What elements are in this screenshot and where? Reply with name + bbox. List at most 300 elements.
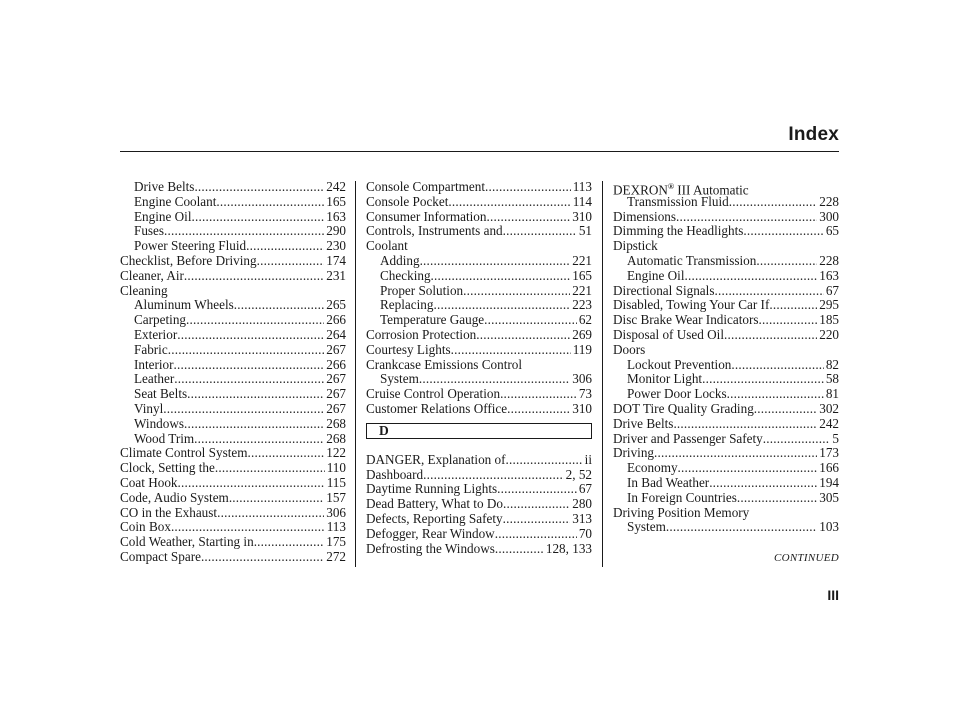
dot-leader [433,298,570,313]
index-entry [366,542,592,557]
dot-leader [727,387,824,402]
dot-leader [685,269,818,284]
page-reference: 128, 133 [545,540,592,556]
page-reference: 174 [326,252,346,268]
entry-term-text: Console Compartment [366,179,486,194]
page-reference: 267 [326,341,346,357]
index-column-1 [120,180,346,565]
dot-leader [759,313,818,328]
entry-term-text: Aluminum Wheels [134,297,234,313]
page-reference: 65 [825,223,839,239]
entry-term [134,180,194,195]
entry-term-text: Engine Oil [627,267,685,283]
entry-term [366,387,500,402]
dot-leader [431,269,571,284]
entry-term [613,343,645,358]
dot-leader [678,461,818,476]
index-entry [613,417,839,432]
entry-term [134,224,164,239]
entry-term-text: Courtesy Lights [366,341,451,357]
entry-term [366,180,485,195]
entry-term [120,491,229,506]
page-reference: 62 [578,312,592,328]
entry-term-text: In Bad Weather [627,474,710,490]
page-reference: 5 [832,430,839,446]
entry-term [134,417,184,432]
entry-term [613,446,654,461]
entry-term-text: Dead Battery, What to Do [366,496,503,512]
dot-leader [194,180,324,195]
header-rule [120,151,839,152]
entry-term [120,476,178,491]
entry-term-text: Disposal of Used Oil [613,326,724,342]
entry-term [134,239,246,254]
entry-term [120,254,257,269]
entry-term-text: Crankcase Emissions Control [366,356,523,372]
dot-leader [187,387,324,402]
index-entry [120,343,346,358]
index-entry [366,284,592,299]
index-entry [613,506,839,521]
dot-leader [495,527,577,542]
entry-term [366,468,423,483]
page-reference: 82 [825,356,839,372]
dot-leader [729,195,817,210]
entry-term-text: Dashboard [366,466,424,482]
page-reference: 103 [819,519,839,535]
page-reference: 228 [819,193,839,209]
entry-term [613,417,673,432]
entry-term [627,461,678,476]
dot-leader [164,224,324,239]
index-entry [120,432,346,447]
entry-term-text: Vinyl [134,400,164,416]
entry-term-text: Driver and Passenger Safety [613,430,763,446]
page-reference: 67 [578,481,592,497]
dot-leader [186,313,324,328]
column-divider [602,181,603,567]
entry-term-text: Directional Signals [613,282,715,298]
entry-term [120,269,184,284]
page-reference: 166 [819,460,839,476]
dot-leader [174,358,325,373]
entry-term-text: Power Door Locks [627,386,727,402]
entry-term-text: Drive Belts [613,415,674,431]
entry-term-text: Economy [627,460,678,476]
page-reference: 290 [326,223,346,239]
dot-leader [737,491,817,506]
column-divider [355,181,356,567]
entry-term [613,506,749,521]
dot-leader [500,387,577,402]
entry-term-text: DOT Tire Quality Grading [613,400,754,416]
entry-term [366,343,451,358]
entry-term [134,343,168,358]
index-entry [120,387,346,402]
dot-leader [506,453,583,468]
entry-term-text: Seat Belts [134,386,188,402]
entry-term-text: Console Pocket [366,193,449,209]
entry-term [627,195,729,210]
entry-term-text: CO in the Exhaust [120,504,218,520]
entry-term-text: Windows [134,415,185,431]
entry-term [613,402,754,417]
entry-term-text: Consumer Information [366,208,487,224]
index-entry [120,195,346,210]
index-entry [120,506,346,521]
index-entry [613,254,839,269]
entry-term-text: In Foreign Countries [627,489,737,505]
entry-term [613,328,724,343]
entry-term-text: Checklist, Before Driving [120,252,257,268]
entry-term-text: Power Steering Fluid [134,238,247,254]
entry-term [134,387,187,402]
dot-leader [654,446,817,461]
page-reference: 2, 52 [565,466,592,482]
dot-leader [503,224,577,239]
entry-term-text: System [380,371,419,387]
index-column-3 [613,180,839,535]
page-reference: 242 [819,415,839,431]
dot-leader [769,298,817,313]
entry-term [134,195,216,210]
entry-term [120,535,254,550]
page-reference: 114 [572,193,592,209]
index-entry [120,476,346,491]
index-entry [613,372,839,387]
page-reference: 173 [819,445,839,461]
entry-term [366,402,507,417]
page-reference: 267 [326,400,346,416]
entry-term-text: Cruise Control Operation [366,386,501,402]
entry-term [366,453,506,468]
page-reference: 185 [819,312,839,328]
dot-leader [463,284,570,299]
page-reference: 51 [578,223,592,239]
dot-leader [216,195,324,210]
index-entry [120,358,346,373]
entry-term-text: System [627,519,666,535]
dot-leader [201,550,324,565]
entry-term [366,195,448,210]
index-entry [120,491,346,506]
page-reference: 265 [326,297,346,313]
dot-leader [178,476,325,491]
entry-term [134,328,177,343]
section-letter: D [366,423,592,439]
page-reference: 264 [326,326,346,342]
entry-term [627,520,666,535]
index-entry [120,417,346,432]
entry-term [627,358,731,373]
index-entry [366,358,592,373]
page-reference: 223 [572,297,592,313]
index-entry [613,343,839,358]
index-entry [613,239,839,254]
page-reference: 310 [572,208,592,224]
page-number: III [827,587,839,603]
index-entry [366,269,592,284]
entry-term [134,402,163,417]
entry-term-text: Defogger, Rear Window [366,525,495,541]
index-entry [366,343,592,358]
entry-term-text: Adding [380,252,420,268]
entry-term [134,432,194,447]
page-reference: 267 [326,371,346,387]
dot-leader [743,224,823,239]
index-entry [613,328,839,343]
entry-term-text: III Automatic [673,182,749,198]
index-entry [366,195,592,210]
index-entry [613,491,839,506]
dot-leader [495,542,544,557]
page-reference: 122 [326,445,346,461]
entry-term-text: Coat Hook [120,474,178,490]
dot-leader [487,210,571,225]
index-entry [366,210,592,225]
dot-leader [254,535,325,550]
dot-leader [163,402,324,417]
entry-term [366,210,487,225]
index-entry [366,372,592,387]
page-reference: 221 [572,282,592,298]
entry-term [366,542,495,557]
entry-term [380,372,419,387]
index-entry [366,527,592,542]
dot-leader [451,343,571,358]
index-entry [120,254,346,269]
dot-leader [702,372,824,387]
index-entry [366,468,592,483]
dot-leader [184,269,324,284]
entry-term-text: Temperature Gauge [380,312,485,328]
entry-term [120,461,215,476]
index-entry [120,550,346,565]
page-reference: ii [584,451,592,467]
index-entry [120,284,346,299]
page-reference: 272 [326,548,346,564]
page-reference: 242 [326,179,346,194]
page-reference: 280 [572,496,592,512]
index-entry [613,476,839,491]
index-entry [120,461,346,476]
index-entry [613,269,839,284]
page-reference: 73 [578,386,592,402]
dot-leader [423,468,563,483]
entry-term [627,269,685,284]
entry-term-text: Defrosting the Windows [366,540,495,556]
entry-term-text: Dimensions [613,208,677,224]
page-reference: 269 [572,326,592,342]
index-entry [613,461,839,476]
index-entry [120,535,346,550]
entry-term-text: Proper Solution [380,282,464,298]
index-column-2 [366,180,592,556]
entry-term-text: Exterior [134,326,178,342]
dot-leader [246,239,324,254]
dot-leader [234,298,324,313]
index-entry [366,313,592,328]
dot-leader [217,506,324,521]
index-entry [613,520,839,535]
entry-term-text: Defects, Reporting Safety [366,510,503,526]
index-entry [613,387,839,402]
index-entry [613,402,839,417]
entry-term-text: Daytime Running Lights [366,481,498,497]
entry-term [613,210,676,225]
index-entry [366,239,592,254]
dot-leader [229,491,324,506]
index-entry [120,224,346,239]
entry-term [120,446,247,461]
page-reference: 306 [326,504,346,520]
entry-term-text: Leather [134,371,175,387]
entry-term [380,298,433,313]
page-reference: 266 [326,356,346,372]
page-reference: 228 [819,252,839,268]
index-entry [120,210,346,225]
page-reference: 306 [572,371,592,387]
dot-leader [763,432,831,447]
entry-term-text: Corrosion Protection [366,326,477,342]
dot-leader [184,417,324,432]
page-reference: 58 [825,371,839,387]
page-reference: 266 [326,312,346,328]
index-entry [366,402,592,417]
page-reference: 220 [819,326,839,342]
page-reference: 81 [825,386,839,402]
page-reference: 67 [825,282,839,298]
entry-term-text: Code, Audio System [120,489,229,505]
entry-term-text: Climate Control System [120,445,248,461]
index-entry [366,497,592,512]
dot-leader [756,254,817,269]
page-reference: 119 [572,341,592,357]
dot-leader [171,520,325,535]
page-title: Index [788,124,839,145]
index-entry [613,358,839,373]
dot-leader [194,432,324,447]
entry-term-text: Monitor Light [627,371,703,387]
index-entry [120,520,346,535]
entry-term-text: Drive Belts [134,179,195,194]
dot-leader [497,482,577,497]
entry-term [134,358,174,373]
entry-term [613,239,658,254]
dot-leader [754,402,817,417]
page-reference: 310 [572,400,592,416]
entry-term-text: Clock, Setting the [120,460,215,476]
dot-leader [257,254,325,269]
page-reference: 113 [326,519,346,535]
entry-term [120,520,171,535]
dot-leader [503,512,571,527]
entry-term [366,358,522,373]
entry-term-text: Checking [380,267,431,283]
entry-term-text: Cold Weather, Starting in [120,534,254,550]
entry-term-text: Transmission Fluid [627,193,729,209]
page-reference: 231 [326,267,346,283]
entry-term [627,254,756,269]
page-reference: 268 [326,430,346,446]
dot-leader [419,372,570,387]
entry-term [613,432,763,447]
entry-term [134,210,192,225]
entry-term [134,372,174,387]
entry-term-text: Controls, Instruments and [366,223,503,239]
entry-term-text: Compact Spare [120,548,201,564]
entry-term-text: DANGER, Explanation of [366,451,506,467]
index-entry [613,284,839,299]
dot-leader [177,328,324,343]
index-entry [120,298,346,313]
dot-leader [247,446,324,461]
entry-term [366,328,476,343]
page-reference: 70 [578,525,592,541]
index-entry [613,446,839,461]
page-reference: 267 [326,386,346,402]
page-reference: 163 [326,208,346,224]
page-reference: 194 [819,474,839,490]
index-entry [120,402,346,417]
entry-term [366,512,503,527]
page-reference: 110 [326,460,346,476]
entry-term-text: Disc Brake Wear Indicators [613,312,759,328]
page-reference: 305 [819,489,839,505]
dot-leader [507,402,570,417]
entry-term [613,284,714,299]
continued-note: CONTINUED [773,552,839,564]
page-reference: 113 [572,179,592,194]
index-entry [613,224,839,239]
entry-term-text: Automatic Transmission [627,252,757,268]
entry-term-text: Fabric [134,341,168,357]
dot-leader [174,372,324,387]
dot-leader [168,343,325,358]
index-entry [120,313,346,328]
entry-term-text: Cleaning [120,282,168,298]
index-entry [120,372,346,387]
entry-term [380,313,484,328]
index-entry [366,328,592,343]
entry-term-text: Interior [134,356,174,372]
index-entry [120,446,346,461]
index-entry [366,482,592,497]
index-entry [613,180,839,198]
page-reference: 157 [326,489,346,505]
page-reference: 313 [572,510,592,526]
entry-term [120,550,201,565]
entry-term-text: Engine Oil [134,208,192,224]
page-reference: 115 [326,474,346,490]
index-entry [366,298,592,313]
entry-term-text: Lockout Prevention [627,356,732,372]
entry-term [380,284,463,299]
index-entry [120,328,346,343]
entry-term-text: Fuses [134,223,165,239]
dot-leader [503,497,570,512]
index-entry [613,298,839,313]
index-entry [613,432,839,447]
entry-term-text: Dimming the Headlights [613,223,744,239]
dot-leader [676,210,817,225]
dot-leader [448,195,570,210]
dot-leader [724,328,817,343]
entry-term [627,476,709,491]
entry-term [134,298,234,313]
entry-term-text: Dipstick [613,238,658,254]
dot-leader [673,417,817,432]
